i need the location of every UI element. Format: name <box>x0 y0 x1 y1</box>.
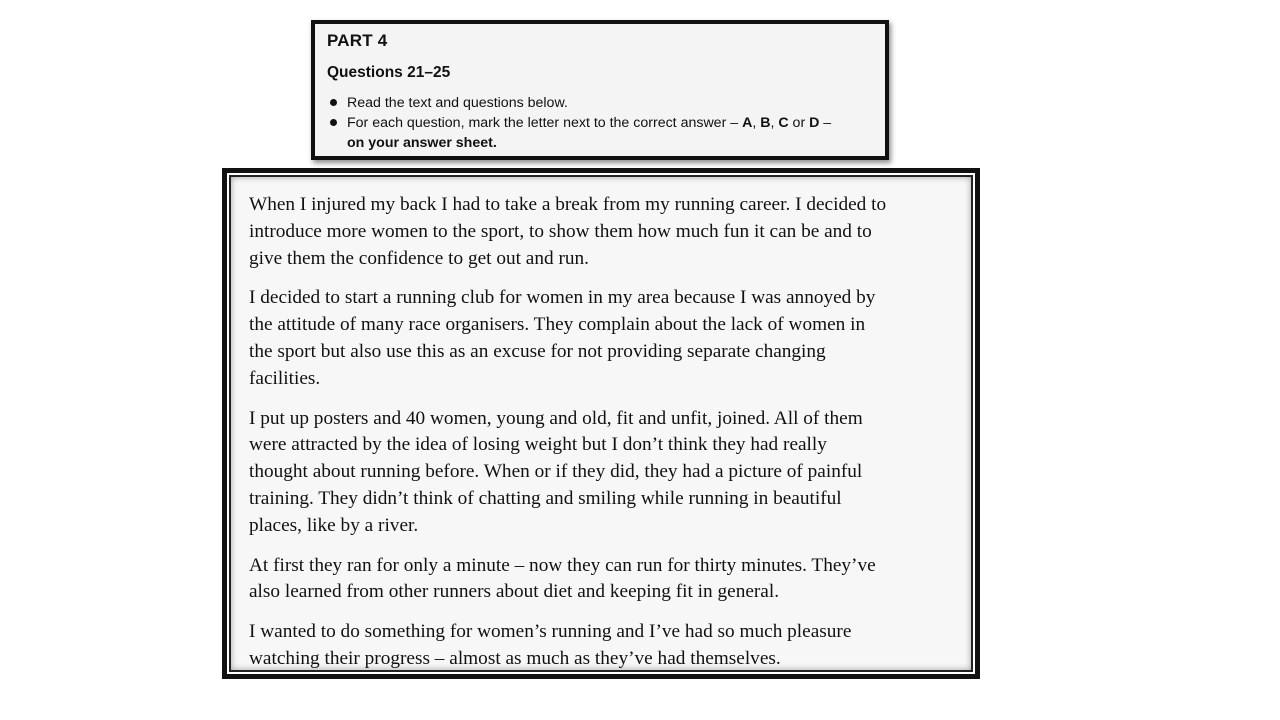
instruction-item <box>329 93 874 113</box>
instruction-text: Read the text and questions below. <box>347 95 568 111</box>
passage-line: thought about running before. When or if they did, they had a picture of painful <box>249 461 863 483</box>
answer-sheet-note: on your answer sheet. <box>347 135 497 151</box>
passage-paragraph <box>249 192 969 272</box>
passage-line: the sport but also use this as an excuse for not providing separate changing <box>249 340 826 362</box>
questions-heading: Questions 21–25 <box>327 64 451 81</box>
instruction-item <box>329 113 874 153</box>
passage-line: watching their progress – almost as much as they’ve had themselves. <box>249 647 781 669</box>
reading-passage-text <box>249 192 969 686</box>
part-heading: PART 4 <box>327 31 388 50</box>
passage-line: When I injured my back I had to take a break from my running career. I decided to <box>249 194 887 215</box>
passage-line: I wanted to do something for women’s running and I’ve had so much pleasure <box>249 621 852 643</box>
passage-line: also learned from other runners about diet and keeping fit in general. <box>249 581 780 603</box>
passage-line: I decided to start a running club for women in my area because I was annoyed by <box>249 287 876 309</box>
instructions-list <box>329 93 874 153</box>
passage-line: places, like by a river. <box>249 514 419 536</box>
reading-passage-frame <box>222 168 980 679</box>
passage-line: facilities. <box>249 367 321 389</box>
passage-line: At first they ran for only a minute – now they can run for thirty minutes. They’ve <box>249 554 876 576</box>
passage-line: give them the confidence to get out and run. <box>249 247 589 269</box>
passage-paragraph <box>249 619 969 673</box>
bullet-icon <box>330 119 337 126</box>
passage-line: introduce more women to the sport, to show them how much fun it can be and to <box>249 220 872 242</box>
passage-paragraph <box>249 285 969 392</box>
passage-line: the attitude of many race organisers. They complain about the lack of women in <box>249 314 866 336</box>
instructions-box <box>311 20 889 160</box>
passage-paragraph <box>249 406 969 540</box>
passage-line: I put up posters and 40 women, young and old, fit and unfit, joined. All of them <box>249 407 863 429</box>
bullet-icon <box>330 99 337 106</box>
passage-paragraph <box>249 553 969 607</box>
instruction-text: For each question, mark the letter next to the correct answer – A, B, C or D – on your answer sheet. <box>347 115 832 151</box>
passage-line: training. They didn’t think of chatting and smiling while running in beautiful <box>249 487 842 509</box>
passage-line: were attracted by the idea of losing weight but I don’t think they had really <box>249 434 827 456</box>
